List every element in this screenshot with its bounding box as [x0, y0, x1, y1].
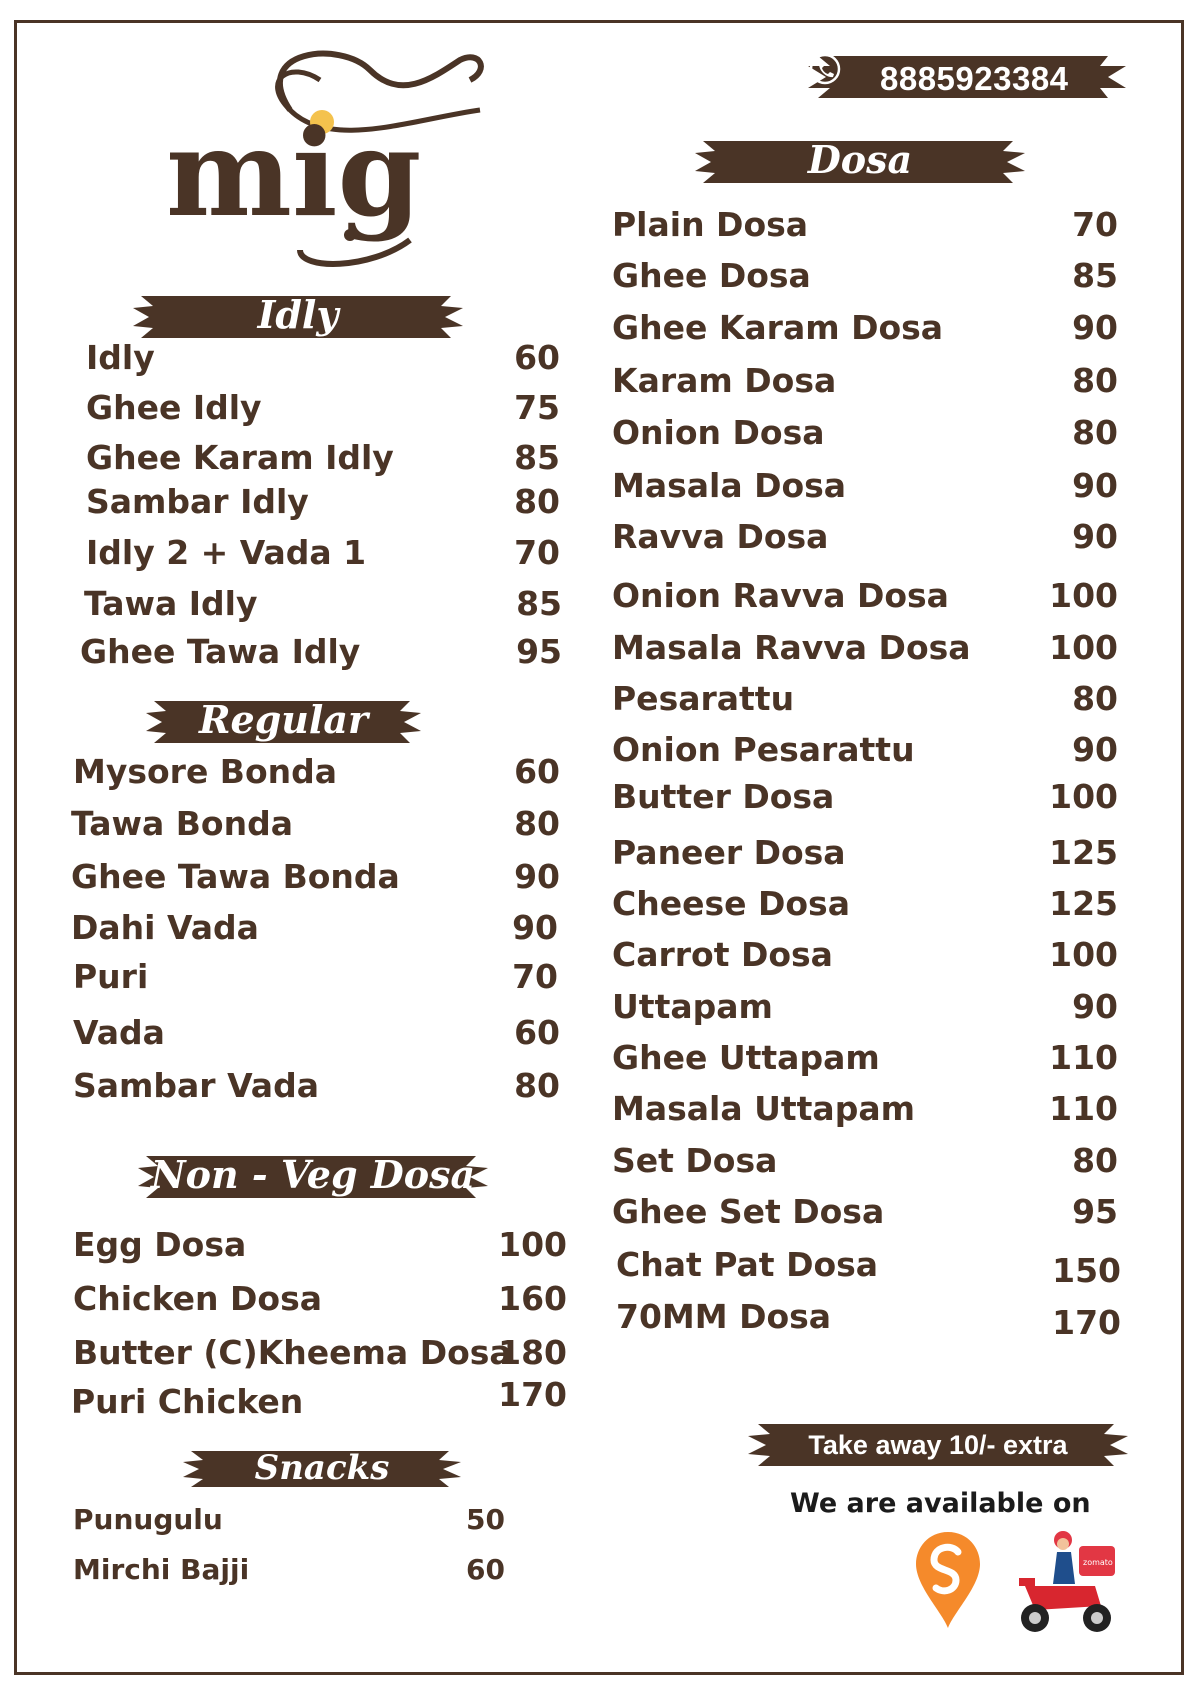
item-name: Puri: [73, 957, 149, 996]
item-name: Dahi Vada: [71, 908, 259, 947]
item-price: 125: [1049, 884, 1118, 923]
item-price: 125: [1049, 833, 1118, 872]
item-price: 90: [512, 908, 558, 947]
item-name: Onion Ravva Dosa: [612, 576, 949, 615]
section-title-idly: Idly: [257, 292, 339, 337]
item-price: 80: [1072, 679, 1118, 718]
item-price: 80: [1072, 361, 1118, 400]
item-name: Tawa Bonda: [71, 804, 293, 843]
item-price: 100: [1049, 628, 1118, 667]
item-name: Punugulu: [73, 1503, 223, 1536]
item-price: 85: [516, 584, 562, 623]
item-price: 110: [1049, 1038, 1118, 1077]
item-price: 70: [514, 533, 560, 572]
item-price: 80: [1072, 413, 1118, 452]
item-name: Masala Dosa: [612, 466, 847, 505]
item-name: Sambar Vada: [73, 1066, 319, 1105]
item-name: Pesarattu: [612, 679, 795, 718]
item-price: 90: [1072, 517, 1118, 556]
item-name: Sambar Idly: [86, 482, 309, 521]
item-name: Ghee Tawa Idly: [80, 632, 361, 671]
item-name: Masala Uttapam: [612, 1089, 915, 1128]
item-price: 80: [514, 482, 560, 521]
item-name: Ravva Dosa: [612, 517, 829, 556]
takeaway-text: Take away 10/- extra: [808, 1430, 1068, 1460]
item-price: 170: [1052, 1303, 1121, 1342]
item-price: 100: [498, 1225, 567, 1264]
item-price: 100: [1049, 576, 1118, 615]
item-name: Tawa Idly: [84, 584, 258, 623]
section-title-regular: Regular: [198, 697, 369, 742]
item-name: Ghee Dosa: [612, 256, 811, 295]
section-banner-regular: [146, 695, 421, 747]
item-price: 70: [1072, 205, 1118, 244]
phone-icon: [808, 52, 842, 86]
zomato-delivery-scooter-icon[interactable]: [1005, 1528, 1125, 1638]
item-name: Karam Dosa: [612, 361, 837, 400]
item-price: 60: [514, 338, 560, 377]
item-price: 90: [1072, 730, 1118, 769]
section-banner-snacks: [183, 1445, 461, 1497]
item-name: Mirchi Bajji: [73, 1553, 250, 1586]
section-title-snacks: Snacks: [254, 1448, 390, 1488]
item-price: 75: [514, 388, 560, 427]
item-name: Plain Dosa: [612, 205, 809, 244]
item-price: 170: [498, 1375, 567, 1414]
item-price: 60: [466, 1553, 505, 1586]
item-price: 95: [516, 632, 562, 671]
item-price: 85: [1072, 256, 1118, 295]
item-name: Ghee Set Dosa: [612, 1192, 885, 1231]
available-on-text: We are available on: [790, 1488, 1091, 1519]
item-name: Butter Dosa: [612, 777, 835, 816]
item-name: Puri Chicken: [71, 1382, 304, 1421]
item-name: Mysore Bonda: [73, 752, 338, 791]
item-name: Egg Dosa: [73, 1225, 247, 1264]
item-name: Cheese Dosa: [612, 884, 850, 923]
item-name: Ghee Idly: [86, 388, 262, 427]
section-banner-idly: [133, 290, 463, 342]
mig-logo: [170, 40, 490, 270]
section-banner-dosa: [695, 135, 1025, 187]
item-name: Ghee Uttapam: [612, 1038, 880, 1077]
item-name: Butter (C)Kheema Dosa: [73, 1333, 512, 1372]
item-name: Onion Dosa: [612, 413, 825, 452]
item-price: 60: [514, 752, 560, 791]
item-price: 180: [498, 1333, 567, 1372]
item-name: Ghee Karam Dosa: [612, 308, 944, 347]
item-name: Ghee Tawa Bonda: [71, 857, 400, 896]
item-price: 90: [1072, 466, 1118, 505]
section-title-dosa: Dosa: [807, 137, 913, 182]
item-name: Onion Pesarattu: [612, 730, 915, 769]
item-name: Masala Ravva Dosa: [612, 628, 971, 667]
item-price: 90: [1072, 308, 1118, 347]
item-price: 80: [1072, 1141, 1118, 1180]
phone-number: 8885923384: [880, 60, 1069, 97]
item-price: 100: [1049, 777, 1118, 816]
item-name: Carrot Dosa: [612, 935, 833, 974]
item-price: 110: [1049, 1089, 1118, 1128]
item-name: Idly: [86, 338, 155, 377]
item-name: Set Dosa: [612, 1141, 778, 1180]
logo-text: mig: [170, 103, 422, 244]
item-name: Chicken Dosa: [73, 1279, 322, 1318]
item-price: 95: [1072, 1192, 1118, 1231]
item-price: 90: [514, 857, 560, 896]
item-price: 85: [514, 438, 560, 477]
item-price: 160: [498, 1279, 567, 1318]
section-title-nonveg: Non - Veg Dosa: [150, 1152, 476, 1197]
item-price: 80: [514, 1066, 560, 1105]
item-name: 70MM Dosa: [616, 1297, 832, 1336]
item-name: Vada: [73, 1013, 165, 1052]
item-name: Idly 2 + Vada 1: [86, 533, 367, 572]
item-price: 150: [1052, 1251, 1121, 1290]
item-name: Ghee Karam Idly: [86, 438, 394, 477]
item-name: Uttapam: [612, 987, 773, 1026]
item-name: Paneer Dosa: [612, 833, 846, 872]
item-price: 90: [1072, 987, 1118, 1026]
takeaway-banner: [748, 1420, 1128, 1470]
phone-banner[interactable]: [808, 52, 1128, 102]
item-price: 50: [466, 1503, 505, 1536]
item-price: 80: [514, 804, 560, 843]
swiggy-logo-icon[interactable]: [912, 1530, 984, 1630]
item-price: 60: [514, 1013, 560, 1052]
svg-text:zomato: zomato: [1083, 1558, 1113, 1567]
item-price: 70: [512, 957, 558, 996]
item-price: 100: [1049, 935, 1118, 974]
item-name: Chat Pat Dosa: [616, 1245, 879, 1284]
section-banner-nonveg: [138, 1150, 488, 1202]
